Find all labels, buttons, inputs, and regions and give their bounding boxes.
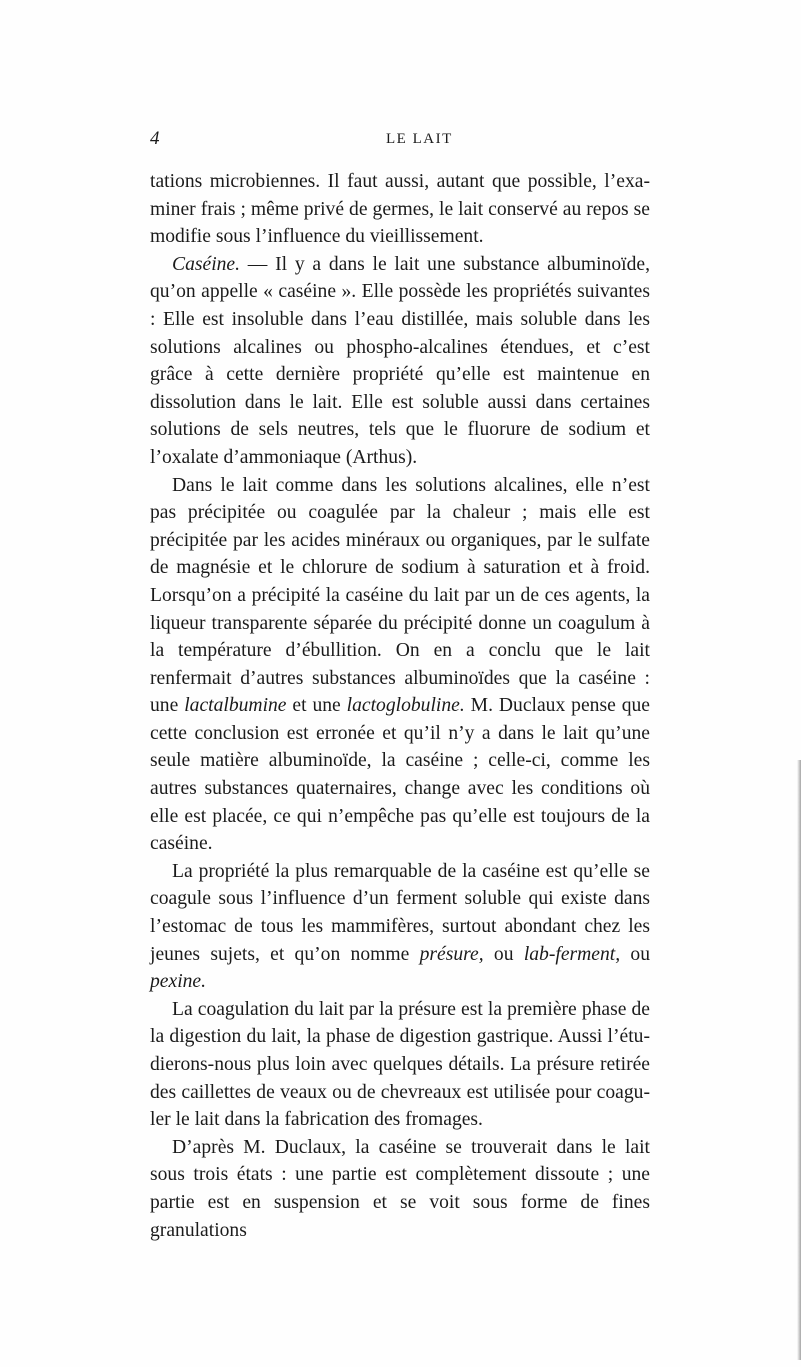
paragraph-3-text-c: M. Duclaux pense que cette conclusion est erronée et qu’il n’y a dans le lait qu’une seule matière albuminoïde, la caséine ; celle-ci, comme les autres substances quaternaires, change avec les conditions où elle est placée, ce qui n’empêche pas qu’elle est toujours de la caséine. xyxy=(150,695,650,855)
paragraph-3-text-a: Dans le lait comme dans les solutions alcalines, elle n’est pas précipitée ou coagulée par la chaleur ; mais elle est précipitée par les acides minéraux ou organiques, par le sulfate de magnésie et le chlorure de sodium à saturation et à froid. Lorsqu’on a précipité la caséine du lait par un de ces agents, la liqueur transparente séparée du précipité donne un coagulum à la température d’ébullition. On en a conclu que le lait renfermait d’autres substances albuminoïdes que la caséine : une xyxy=(150,474,650,717)
paragraph-5: La coagulation du lait par la présure est la première phase de la digestion du lait, la phase de digestion gastrique. Aussi l’étudierons-nous plus loin avec quelques détails. La présure retirée des caillettes de veaux ou de chevreaux est utilisée pour coaguler le lait dans la fabrication des fromages. xyxy=(150,998,650,1131)
paragraph-4-text-c: ou xyxy=(620,943,651,965)
page-number: 4 xyxy=(150,128,160,149)
page-edge-shadow xyxy=(797,760,801,1360)
paragraph-1: tations microbiennes. Il faut aussi, autant que possible, l’examiner frais ; même privé de germes, le lait conservé au repos se modifie sous l’influence du vieillissement. xyxy=(150,171,650,248)
paragraph-3-text-b: et une xyxy=(286,695,347,717)
paragraph-4 xyxy=(150,858,650,996)
paragraph-2-text: — Il y a dans le lait une substance albuminoïde, qu’on appelle « caséine ». Elle possède les propriétés suivantes : Elle est insoluble dans l’eau distillée, mais soluble dans les solutions alcalines ou phospho-alcalines étendues, et c’est grâce à cette dernière propriété qu’elle est maintenue en dissolution dans le lait. Elle est soluble aussi dans certaines solutions de sels neutres, tels que le fluorure de sodium et l’oxalate d’ammoniaque (Arthus). xyxy=(150,253,650,468)
term-lab-ferment: lab-ferment, xyxy=(523,943,621,965)
paragraph-6: D’après M. Duclaux, la caséine se trouverait dans le lait sous trois états : une partie est complètement dissoute ; une partie est en suspension et se voit sous forme de fines granulations xyxy=(150,1136,650,1241)
body-text xyxy=(150,168,650,1244)
paragraph-4-text-b: ou xyxy=(483,943,524,965)
term-presure: présure, xyxy=(419,943,484,965)
paragraph-4-text-a: La propriété la plus remarquable de la caséine est qu’elle se coagule sous l’influence d’un ferment soluble qui existe dans l’estomac de tous les mammifères, surtout abondant chez les jeunes sujets, et qu’on nomme xyxy=(150,860,650,965)
paragraph-2 xyxy=(150,251,650,472)
paragraph-3 xyxy=(150,472,650,858)
term-lactalbumine: lactalbumine xyxy=(184,695,287,717)
term-lactoglobuline: lactoglobuline. xyxy=(346,695,465,717)
section-title-caseine: Caséine. xyxy=(172,253,241,275)
running-title: LE LAIT xyxy=(386,131,453,147)
term-pexine: pexine. xyxy=(150,971,207,993)
